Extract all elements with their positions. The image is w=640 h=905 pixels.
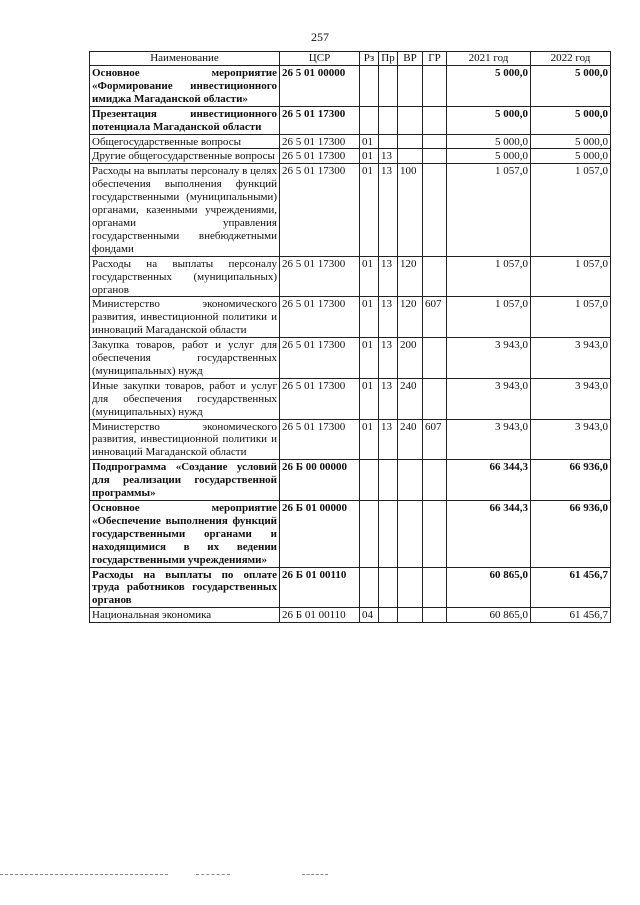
cell-csr: 26 5 01 17300 — [280, 297, 360, 338]
cell-pr: 13 — [379, 378, 398, 419]
cell-name: Презентация инвестиционного потенциала Магаданской области — [90, 106, 280, 134]
cell-pr: 13 — [379, 297, 398, 338]
cell-2022: 5 000,0 — [531, 149, 611, 164]
cell-rz — [360, 460, 379, 501]
cell-2021: 3 943,0 — [447, 419, 531, 460]
cell-gr — [423, 608, 447, 623]
cell-rz: 01 — [360, 338, 379, 379]
cell-pr: 13 — [379, 419, 398, 460]
cell-name: Национальная экономика — [90, 608, 280, 623]
cell-csr: 26 5 01 17300 — [280, 134, 360, 149]
column-header-csr: ЦСР — [280, 52, 360, 66]
cell-2022: 3 943,0 — [531, 419, 611, 460]
cell-vr: 120 — [398, 297, 423, 338]
cell-name: Другие общегосударственные вопросы — [90, 149, 280, 164]
cell-vr: 240 — [398, 419, 423, 460]
cell-csr: 26 5 01 17300 — [280, 419, 360, 460]
cell-2021: 1 057,0 — [447, 164, 531, 256]
table-row — [90, 149, 611, 164]
cell-vr — [398, 608, 423, 623]
table-row — [90, 501, 611, 568]
cell-rz — [360, 66, 379, 107]
cell-2021: 3 943,0 — [447, 378, 531, 419]
footer-rule — [0, 874, 640, 888]
cell-csr: 26 5 01 17300 — [280, 338, 360, 379]
cell-2022: 1 057,0 — [531, 256, 611, 297]
cell-rz: 01 — [360, 256, 379, 297]
cell-vr — [398, 149, 423, 164]
cell-2022: 66 936,0 — [531, 501, 611, 568]
cell-vr — [398, 66, 423, 107]
cell-2021: 5 000,0 — [447, 134, 531, 149]
cell-pr — [379, 501, 398, 568]
cell-rz: 01 — [360, 149, 379, 164]
page-number: 257 — [311, 30, 329, 44]
column-header-name: Наименование — [90, 52, 280, 66]
cell-pr — [379, 567, 398, 608]
cell-gr — [423, 134, 447, 149]
cell-vr — [398, 501, 423, 568]
cell-vr: 240 — [398, 378, 423, 419]
column-header-gr: ГР — [423, 52, 447, 66]
cell-rz: 01 — [360, 419, 379, 460]
cell-2021: 3 943,0 — [447, 338, 531, 379]
cell-gr: 607 — [423, 297, 447, 338]
cell-vr: 200 — [398, 338, 423, 379]
table-row — [90, 567, 611, 608]
cell-pr: 13 — [379, 149, 398, 164]
cell-name: Расходы на выплаты по оплате труда работников государственных органов — [90, 567, 280, 608]
cell-name: Иные закупки товаров, работ и услуг для обеспечения государственных (муниципальных) нужд — [90, 378, 280, 419]
cell-2021: 1 057,0 — [447, 297, 531, 338]
cell-rz — [360, 567, 379, 608]
cell-name: Министерство экономического развития, инвестиционной политики и инноваций Магаданской области — [90, 419, 280, 460]
cell-pr — [379, 106, 398, 134]
table-row — [90, 608, 611, 623]
cell-rz: 01 — [360, 297, 379, 338]
cell-vr — [398, 134, 423, 149]
cell-2022: 3 943,0 — [531, 338, 611, 379]
cell-gr — [423, 66, 447, 107]
cell-pr — [379, 134, 398, 149]
cell-csr: 26 Б 00 00000 — [280, 460, 360, 501]
cell-2022: 61 456,7 — [531, 608, 611, 623]
table-row — [90, 134, 611, 149]
cell-name: Расходы на выплаты персоналу государственных (муниципальных) органов — [90, 256, 280, 297]
cell-2022: 1 057,0 — [531, 297, 611, 338]
cell-2021: 60 865,0 — [447, 608, 531, 623]
cell-gr — [423, 149, 447, 164]
table-row — [90, 164, 611, 256]
cell-csr: 26 5 01 17300 — [280, 378, 360, 419]
cell-csr: 26 Б 01 00000 — [280, 501, 360, 568]
table-row — [90, 297, 611, 338]
cell-2022: 66 936,0 — [531, 460, 611, 501]
cell-2022: 5 000,0 — [531, 66, 611, 107]
cell-gr — [423, 378, 447, 419]
cell-csr: 26 5 01 17300 — [280, 256, 360, 297]
cell-name: Основное мероприятие «Обеспечение выполнения функций государственными органами и находящимися в их ведении государственными учреждениями» — [90, 501, 280, 568]
cell-csr: 26 Б 01 00110 — [280, 567, 360, 608]
table-row — [90, 256, 611, 297]
cell-rz: 01 — [360, 378, 379, 419]
cell-2021: 66 344,3 — [447, 501, 531, 568]
column-header-vr: ВР — [398, 52, 423, 66]
cell-vr — [398, 106, 423, 134]
cell-vr — [398, 567, 423, 608]
cell-name: Закупка товаров, работ и услуг для обеспечения государственных (муниципальных) нужд — [90, 338, 280, 379]
table-row — [90, 66, 611, 107]
cell-csr: 26 5 01 17300 — [280, 149, 360, 164]
cell-pr — [379, 66, 398, 107]
table-row — [90, 338, 611, 379]
cell-rz: 01 — [360, 134, 379, 149]
cell-name: Подпрограмма «Создание условий для реализации государственной программы» — [90, 460, 280, 501]
cell-name: Расходы на выплаты персоналу в целях обеспечения выполнения функций государственными (муниципальными) органами, казенными учреждениями, органами управления государственными внебюджетными фондами — [90, 164, 280, 256]
cell-gr — [423, 460, 447, 501]
cell-2021: 60 865,0 — [447, 567, 531, 608]
table-header-row — [90, 52, 611, 66]
cell-pr — [379, 460, 398, 501]
cell-csr: 26 Б 01 00110 — [280, 608, 360, 623]
table-body — [90, 66, 611, 623]
cell-vr: 100 — [398, 164, 423, 256]
cell-2021: 1 057,0 — [447, 256, 531, 297]
table-row — [90, 106, 611, 134]
cell-2022: 61 456,7 — [531, 567, 611, 608]
cell-2022: 1 057,0 — [531, 164, 611, 256]
cell-gr — [423, 164, 447, 256]
cell-name: Общегосударственные вопросы — [90, 134, 280, 149]
cell-rz: 04 — [360, 608, 379, 623]
cell-2021: 5 000,0 — [447, 66, 531, 107]
cell-2022: 3 943,0 — [531, 378, 611, 419]
budget-table — [89, 51, 611, 623]
cell-csr: 26 5 01 17300 — [280, 164, 360, 256]
cell-2021: 5 000,0 — [447, 149, 531, 164]
cell-2022: 5 000,0 — [531, 134, 611, 149]
table-row — [90, 378, 611, 419]
cell-csr: 26 5 01 00000 — [280, 66, 360, 107]
cell-gr — [423, 256, 447, 297]
cell-vr — [398, 460, 423, 501]
cell-pr — [379, 608, 398, 623]
cell-gr — [423, 567, 447, 608]
cell-2021: 66 344,3 — [447, 460, 531, 501]
cell-pr: 13 — [379, 164, 398, 256]
cell-rz: 01 — [360, 164, 379, 256]
cell-2021: 5 000,0 — [447, 106, 531, 134]
cell-name: Основное мероприятие «Формирование инвестиционного имиджа Магаданской области» — [90, 66, 280, 107]
cell-csr: 26 5 01 17300 — [280, 106, 360, 134]
column-header-rz: Рз — [360, 52, 379, 66]
cell-gr: 607 — [423, 419, 447, 460]
table-row — [90, 460, 611, 501]
column-header-pr: Пр — [379, 52, 398, 66]
cell-2022: 5 000,0 — [531, 106, 611, 134]
cell-name: Министерство экономического развития, инвестиционной политики и инноваций Магаданской области — [90, 297, 280, 338]
cell-pr: 13 — [379, 338, 398, 379]
cell-rz — [360, 106, 379, 134]
cell-gr — [423, 338, 447, 379]
column-header-2021: 2021 год — [447, 52, 531, 66]
cell-pr: 13 — [379, 256, 398, 297]
cell-gr — [423, 501, 447, 568]
cell-vr: 120 — [398, 256, 423, 297]
table-row — [90, 419, 611, 460]
cell-rz — [360, 501, 379, 568]
column-header-2022: 2022 год — [531, 52, 611, 66]
cell-gr — [423, 106, 447, 134]
